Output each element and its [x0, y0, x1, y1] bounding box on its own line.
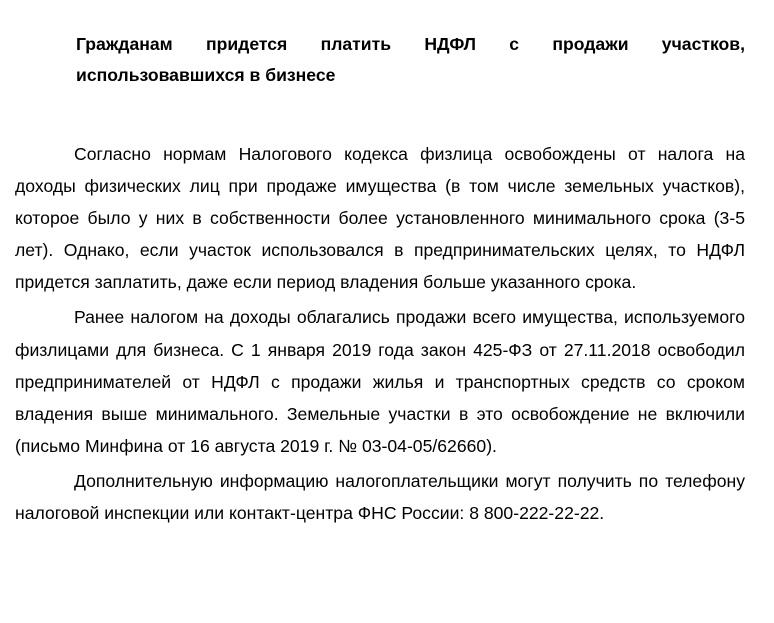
paragraph-3: Дополнительную информацию налогоплательщики могут получить по телефону налоговой инспекции или контакт-центра ФНС России: 8 800-222-22-22.	[15, 470, 745, 524]
paragraph-1: Согласно нормам Налогового кодекса физлица освобождены от налога на доходы физических лиц при продаже имущества (в том числе земельных участков), которое было у них в собственности более установленного минимального срока (3-5 лет). Однако, если участок использовался в предпринимательских целях, то НДФЛ придется заплатить, даже если период владения больше указанного срока.	[15, 144, 745, 293]
document-page	[15, 0, 745, 532]
title-spacer	[15, 91, 745, 138]
document-title: Гражданам придется платить НДФЛ с продажи участков, использовавшихся в бизнесе	[76, 34, 745, 85]
paragraph-2: Ранее налогом на доходы облагались продажи всего имущества, используемого физлицами для бизнеса. С 1 января 2019 года закон 425-ФЗ от 27.11.2018 освободил предпринимателей от НДФЛ с продажи жилья и транспортных средств со сроком владения выше минимального. Земельные участки в это освобождение не включили (письмо Минфина от 16 августа 2019 г. № 03-04-05/62660).	[15, 307, 745, 456]
